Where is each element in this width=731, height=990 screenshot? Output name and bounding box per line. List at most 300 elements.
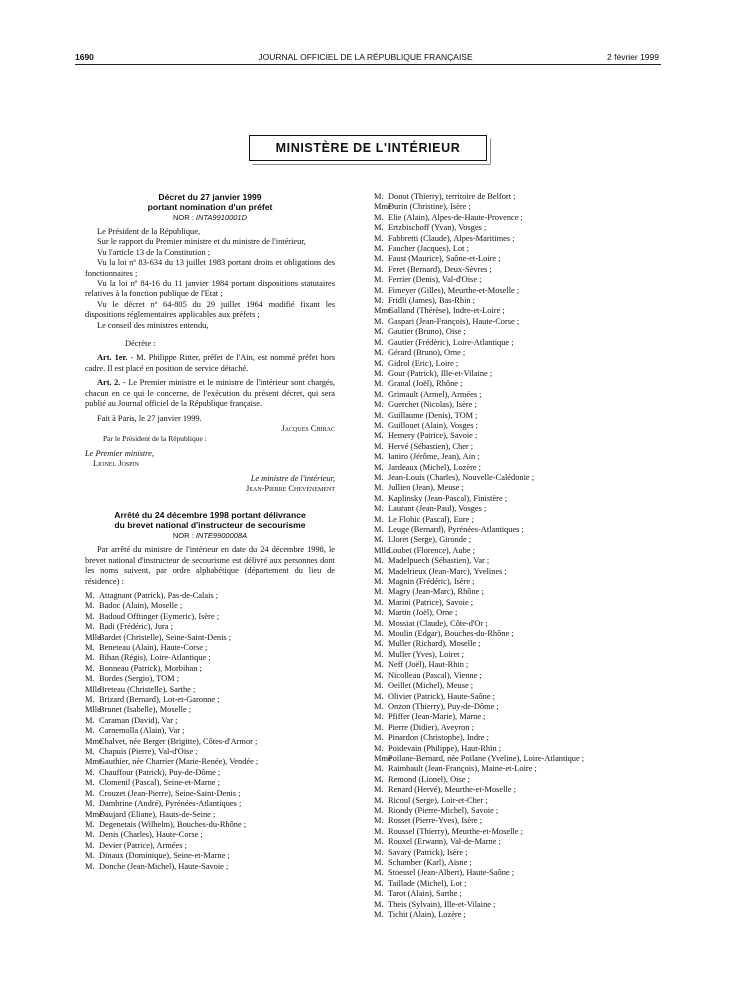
person-entry: Theis (Sylvain), Ille-et-Vilaine ; <box>388 899 496 909</box>
person-entry: Donot (Thierry), territoire de Belfort ; <box>388 192 516 201</box>
civility: M. <box>85 601 95 611</box>
civility: M. <box>374 681 384 691</box>
civility: Mlle <box>85 632 101 642</box>
list-item <box>372 744 664 754</box>
list-item <box>372 900 664 910</box>
list-item <box>85 789 335 799</box>
civility: M. <box>374 525 384 534</box>
par-le-president: Par le Président de la République : <box>103 434 207 444</box>
ministre-name: Jean-Pierre Chevènement <box>245 483 335 493</box>
arrete-intro: Par arrêté du ministre de l'intérieur en date du 24 décembre 1998, le brevet national d'instructeur de secourisme est délivré aux personnes dont les noms suivent, par ordre alphabétique (département du lieu de résidence) : <box>85 545 335 586</box>
list-item <box>372 275 664 285</box>
decret-p2: Sur le rapport du Premier ministre et du ministre de l'intérieur, <box>97 237 306 247</box>
person-entry: Schamber (Karl), Aisne ; <box>388 858 472 867</box>
decret-title-line2: portant nomination d'un préfet <box>147 202 273 212</box>
person-entry: Hervé (Sébastien), Cher ; <box>388 441 474 451</box>
civility: M. <box>374 649 384 659</box>
person-entry: Olivier (Patrick), Haute-Saône ; <box>388 691 495 701</box>
person-entry: Chauffour (Patrick), Puy-de-Dôme ; <box>99 767 221 777</box>
person-entry: Elie (Alain), Alpes-de-Haute-Provence ; <box>388 212 523 222</box>
person-entry: Moulin (Edgar), Bouches-du-Rhône ; <box>388 629 514 639</box>
person-entry: Pierre (Didier), Aveyron ; <box>388 722 474 732</box>
list-item <box>372 192 664 202</box>
civility: M. <box>374 410 384 420</box>
person-entry: Badoc (Alain), Moselle ; <box>99 601 183 611</box>
person-entry: Denis (Charles), Haute-Corse ; <box>99 830 203 840</box>
person-entry: Attagnant (Patrick), Pas-de-Calais ; <box>99 590 219 600</box>
page-number: 1690 <box>75 52 94 62</box>
person-entry: Magry (Jean-Marc), Rhône ; <box>388 587 484 597</box>
list-item <box>85 757 335 767</box>
arrete-title-line2: du brevet national d'instructeur de secourisme <box>114 520 306 531</box>
person-entry: Dambrine (André), Pyrénées-Atlantiques ; <box>99 799 242 809</box>
header-rule <box>75 64 661 65</box>
civility: M. <box>374 597 384 607</box>
civility: Mlle <box>374 545 390 555</box>
arrete-nor <box>85 530 335 541</box>
decret-p7: Le conseil des ministres entendu, <box>97 320 209 330</box>
list-item <box>85 674 335 684</box>
person-entry: Muller (Yves), Loiret ; <box>388 649 464 659</box>
person-entry: Daujard (Eliane), Hauts-de-Seine ; <box>99 809 216 819</box>
list-item <box>372 639 664 649</box>
list-item <box>372 837 664 847</box>
list-item <box>372 244 664 254</box>
arrete-title-line1: Arrêté du 24 décembre 1998 portant délivrance <box>114 510 306 521</box>
list-item <box>372 681 664 691</box>
person-entry: Oeillet (Michel), Meuse ; <box>388 681 474 691</box>
civility: M. <box>85 643 95 652</box>
list-item <box>372 296 664 306</box>
person-entry: Bonneau (Patrick), Morbihan ; <box>99 663 202 673</box>
list-item <box>372 254 664 264</box>
list-item <box>372 567 664 577</box>
person-entry: Chapuis (Pierre), Val-d'Oise ; <box>99 747 198 757</box>
list-item <box>372 868 664 878</box>
civility: M. <box>374 785 384 795</box>
civility: M. <box>374 389 384 399</box>
person-entry: Marini (Patrice), Savoie ; <box>388 597 474 607</box>
list-item <box>372 286 664 296</box>
person-entry: Devier (Patrice), Armées ; <box>99 840 187 850</box>
list-item <box>85 664 335 674</box>
list-item <box>85 643 335 653</box>
list-item <box>85 810 335 820</box>
civility: M. <box>374 587 384 597</box>
civility: M. <box>85 830 95 840</box>
civility: M. <box>85 851 95 861</box>
person-entry: Gautier (Frédéric), Loire-Atlantique ; <box>388 337 514 347</box>
article-1 <box>85 353 335 374</box>
civility: M. <box>374 452 384 462</box>
person-entry: Bordes (Sergio), TOM ; <box>99 674 180 684</box>
nor-code: INTE9900008A <box>195 531 248 541</box>
list-item <box>372 234 664 244</box>
list-item <box>372 733 664 743</box>
list-item <box>372 671 664 681</box>
civility: M. <box>374 712 384 722</box>
person-entry: Gérard (Bruno), Orne ; <box>388 348 466 358</box>
person-entry: Caraman (David), Var ; <box>99 715 178 725</box>
civility: M. <box>374 348 384 358</box>
person-entry: Bihan (Régis), Loire-Atlantique ; <box>99 653 211 663</box>
list-item <box>372 910 664 920</box>
civility: M. <box>374 327 384 337</box>
civility: M. <box>374 441 384 451</box>
list-item <box>372 327 664 337</box>
civility: M. <box>374 233 384 243</box>
list-item <box>85 705 335 715</box>
list-item <box>372 806 664 816</box>
list-item <box>372 306 664 316</box>
person-entry: Riondy (Pierre-Michel), Savoie ; <box>388 805 499 815</box>
person-entry: Grimault (Armel), Armées ; <box>388 389 482 399</box>
civility: M. <box>374 400 384 410</box>
journal-title: JOURNAL OFFICIEL DE LA RÉPUBLIQUE FRANÇAISE <box>258 52 473 62</box>
civility: M. <box>374 462 384 472</box>
list-item <box>372 692 664 702</box>
person-entry: Fridli (James), Bas-Rhin ; <box>388 296 476 306</box>
civility: M. <box>85 695 95 705</box>
civility: M. <box>374 701 384 711</box>
list-item <box>372 463 664 473</box>
list-item <box>372 265 664 275</box>
list-item <box>85 695 335 705</box>
civility: M. <box>374 608 384 618</box>
person-entry: Carnemolla (Alain), Var ; <box>99 726 185 736</box>
civility: M. <box>374 483 384 493</box>
civility: M. <box>374 816 384 826</box>
list-item <box>372 421 664 431</box>
premier-ministre-name: Lionel Jospin <box>93 459 139 469</box>
person-entry: Kaplinsky (Jean-Pascal), Finistère ; <box>388 493 508 503</box>
civility: M. <box>374 275 384 285</box>
person-entry: Renard (Hervé), Meurthe-et-Moselle ; <box>388 785 516 795</box>
person-entry: Magnin (Frédéric), Isère ; <box>388 577 475 587</box>
person-entry: Beneteau (Alain), Haute-Corse ; <box>99 643 208 652</box>
civility: M. <box>374 535 384 545</box>
list-item <box>85 820 335 830</box>
list-item <box>372 483 664 493</box>
person-entry: Jullien (Jean), Meuse ; <box>388 483 464 493</box>
list-item <box>372 223 664 233</box>
civility: M. <box>85 747 95 757</box>
left-column <box>85 192 335 872</box>
list-item <box>372 359 664 369</box>
civility: M. <box>374 660 384 670</box>
ministry-title: MINISTÈRE DE L'INTÉRIEUR <box>275 141 461 155</box>
civility: Mlle <box>85 684 101 694</box>
names-list-left <box>85 591 335 872</box>
person-entry: Raimbault (Jean-François), Maine-et-Loire ; <box>388 764 537 774</box>
person-entry: Poidevain (Philippe), Haut-Rhin ; <box>388 743 502 753</box>
decret-nor <box>85 212 335 223</box>
list-item <box>85 685 335 695</box>
person-entry: Bardet (Christelle), Seine-Saint-Denis ; <box>99 632 232 642</box>
civility: M. <box>85 778 95 788</box>
list-item <box>372 858 664 868</box>
list-item <box>372 848 664 858</box>
list-item <box>372 213 664 223</box>
decrete: Décrète : <box>125 339 156 349</box>
civility: M. <box>374 826 384 836</box>
civility: M. <box>374 514 384 524</box>
civility: M. <box>85 715 95 725</box>
person-entry: Fimeyer (Gilles), Meurthe-et-Moselle ; <box>388 285 520 295</box>
civility: M. <box>85 611 95 621</box>
person-entry: Remond (Lionel), Oise ; <box>388 774 470 784</box>
person-entry: Donche (Jean-Michel), Haute-Savoie ; <box>99 861 229 871</box>
civility: M. <box>374 192 384 201</box>
list-item <box>372 754 664 764</box>
person-entry: Nicolleau (Pascal), Vienne ; <box>388 670 482 680</box>
nor-label: NOR : <box>172 531 196 541</box>
person-entry: Ricoul (Serge), Loir-et-Cher ; <box>388 795 488 805</box>
person-entry: Breteau (Christelle), Sarthe ; <box>99 684 196 694</box>
person-entry: Tarot (Alain), Sarthe ; <box>388 889 462 899</box>
civility: Mme <box>85 809 103 819</box>
list-item <box>372 816 664 826</box>
person-entry: Gauthier, née Charrier (Marie-Renée), Vendée ; <box>99 757 259 767</box>
nor-code: INTA9910001D <box>195 213 248 222</box>
person-entry: Guillaume (Denis), TOM ; <box>388 410 478 420</box>
civility: Mme <box>85 757 103 767</box>
civility: M. <box>374 722 384 732</box>
list-item <box>372 785 664 795</box>
list-item <box>372 494 664 504</box>
person-entry: Pinardon (Christophe), Indre ; <box>388 733 489 743</box>
civility: M. <box>374 743 384 753</box>
person-entry: Taillade (Michel), Lot ; <box>388 878 467 888</box>
person-entry: Madelpuech (Sébastien), Var ; <box>388 556 490 566</box>
list-item <box>372 712 664 722</box>
list-item <box>85 768 335 778</box>
civility: M. <box>374 889 384 899</box>
list-item <box>85 778 335 788</box>
person-entry: Mossiat (Claude), Côte-d'Or ; <box>388 618 488 628</box>
person-entry: Crouzet (Jean-Pierre), Seine-Saint-Denis ; <box>99 788 241 798</box>
list-item <box>372 452 664 462</box>
person-entry: Granal (Joël), Rhône ; <box>388 379 463 389</box>
decret-p4: Vu la loi nº 83-634 du 13 juillet 1983 portant droits et obligations des fonctionnaires ; <box>85 258 335 278</box>
article-2-text: - Le Premier ministre et le ministre de l'intérieur sont chargés, chacun en ce qui le concerne, de l'exécution du présent décret, qui sera publié au Journal officiel de la République française. <box>85 378 335 409</box>
person-entry: Leuge (Bernard), Pyrénées-Atlantiques ; <box>388 525 524 534</box>
ministre-title: Le ministre de l'intérieur, <box>250 473 335 483</box>
list-item <box>372 660 664 670</box>
person-entry: Degenetais (Wilhelm), Bouches-du-Rhône ; <box>99 819 247 829</box>
civility: M. <box>374 379 384 389</box>
person-entry: Loubet (Florence), Aube ; <box>388 545 475 555</box>
list-item <box>85 716 335 726</box>
person-entry: Stoessel (Jean-Albert), Haute-Saône ; <box>388 868 515 878</box>
civility: M. <box>374 618 384 628</box>
article-1-text: - M. Philippe Ritter, préfet de l'Ain, est nommé préfet hors cadre. Il est placé en position de service détaché. <box>85 353 335 373</box>
person-entry: Guillouet (Alain), Vosges ; <box>388 420 478 430</box>
decret-p5: Vu la loi nº 84-16 du 11 janvier 1984 portant dispositions statutaires relatives à la fonction publique de l'Etat ; <box>85 279 335 299</box>
civility: M. <box>85 726 95 736</box>
list-item <box>85 612 335 622</box>
civility: M. <box>374 556 384 566</box>
list-item <box>372 369 664 379</box>
list-item <box>372 473 664 483</box>
list-item <box>372 775 664 785</box>
person-entry: Gautier (Bruno), Oise ; <box>388 327 466 337</box>
list-item <box>372 723 664 733</box>
list-item <box>372 587 664 597</box>
person-entry: Gour (Patrick), Ille-et-Vilaine ; <box>388 368 493 378</box>
list-item <box>372 619 664 629</box>
civility: M. <box>85 663 95 673</box>
list-item <box>85 830 335 840</box>
list-item <box>372 702 664 712</box>
person-entry: Brizard (Bernard), Lot-et-Garonne ; <box>99 695 220 705</box>
civility: M. <box>374 868 384 878</box>
civility: M. <box>374 296 384 306</box>
list-item <box>85 633 335 643</box>
civility: M. <box>374 212 384 222</box>
list-item <box>85 726 335 736</box>
list-item <box>372 598 664 608</box>
person-entry: Jardeaux (Michel), Lozère ; <box>388 462 482 472</box>
civility: M. <box>374 837 384 847</box>
civility: M. <box>374 577 384 587</box>
person-entry: Feret (Bernard), Deux-Sèvres ; <box>388 264 492 274</box>
list-item <box>372 411 664 421</box>
list-item <box>372 556 664 566</box>
person-entry: Ertzbischoff (Yvan), Vosges ; <box>388 223 487 233</box>
civility: M. <box>374 847 384 857</box>
person-entry: Roussel (Thierry), Meurthe-et-Moselle ; <box>388 826 523 836</box>
person-entry: Gidrol (Eric), Loire ; <box>388 358 459 368</box>
decret-p6: Vu le décret nº 64-805 du 29 juillet 1964 modifié fixant les dispositions réglementaires applicables aux préfets ; <box>85 299 335 320</box>
ministry-banner <box>249 135 487 161</box>
civility: M. <box>374 493 384 503</box>
decret-p3: Vu l'article 13 de la Constitution ; <box>97 247 211 257</box>
person-entry: Poilane-Bernard, née Poilane (Yveline), Loire-Atlantique ; <box>388 753 585 763</box>
civility: M. <box>374 733 384 743</box>
fait-a-paris: Fait à Paris, le 27 janvier 1999. <box>97 413 202 423</box>
civility: M. <box>374 805 384 815</box>
civility: M. <box>85 840 95 850</box>
list-item <box>85 799 335 809</box>
person-entry: Onzon (Thierry), Puy-de-Dôme ; <box>388 701 499 711</box>
civility: M. <box>85 653 95 663</box>
person-entry: Savary (Patrick), Isère ; <box>388 847 468 857</box>
person-entry: Chalvet, née Berger (Brigitte), Côtes-d'Armor ; <box>99 736 258 746</box>
civility: M. <box>374 858 384 867</box>
list-item <box>372 535 664 545</box>
person-entry: Rouxel (Erwann), Val-de-Marne ; <box>388 837 501 847</box>
person-entry: Gaspari (Jean-François), Haute-Corse ; <box>388 316 520 326</box>
person-entry: Rosset (Pierre-Yves), Isère ; <box>388 816 483 826</box>
civility: M. <box>374 368 384 378</box>
person-entry: Hemery (Patrice), Savoie ; <box>388 431 478 441</box>
list-item <box>372 442 664 452</box>
list-item <box>372 338 664 348</box>
list-item <box>372 796 664 806</box>
civility: M. <box>85 590 95 600</box>
list-item <box>372 379 664 389</box>
civility: M. <box>85 788 95 798</box>
civility: M. <box>374 472 384 482</box>
list-item <box>372 889 664 899</box>
list-item <box>85 601 335 611</box>
list-item <box>372 764 664 774</box>
person-entry: Galland (Thérèse), Indre-et-Loire ; <box>388 306 505 316</box>
civility: Mme <box>374 306 392 316</box>
list-item <box>85 747 335 757</box>
list-item <box>85 841 335 851</box>
person-entry: Badi (Frédéric), Jura ; <box>99 622 173 632</box>
list-item <box>372 546 664 556</box>
civility: M. <box>374 420 384 430</box>
article-2-label: Art. 2. <box>97 378 121 388</box>
list-item <box>85 591 335 601</box>
civility: M. <box>374 264 384 274</box>
civility: M. <box>374 764 384 774</box>
civility: M. <box>374 774 384 784</box>
list-item <box>372 515 664 525</box>
list-item <box>372 504 664 514</box>
civility: M. <box>374 223 384 233</box>
person-entry: Le Flohic (Pascal), Eure ; <box>388 514 474 524</box>
civility: M. <box>374 358 384 368</box>
person-entry: Muller (Richard), Moselle ; <box>388 639 481 649</box>
decret-p1: Le Président de la République, <box>97 227 201 236</box>
person-entry: Tichit (Alain), Lozère ; <box>388 910 466 920</box>
list-item <box>372 608 664 618</box>
person-entry: Brunet (Isabelle), Moselle ; <box>99 705 192 715</box>
article-2 <box>85 378 335 409</box>
civility: M. <box>374 566 384 576</box>
person-entry: Pfiffer (Jean-Marie), Marne ; <box>388 712 486 722</box>
civility: M. <box>374 431 384 441</box>
list-item <box>372 879 664 889</box>
civility: M. <box>374 337 384 347</box>
list-item <box>372 202 664 212</box>
civility: M. <box>374 244 384 254</box>
civility: M. <box>85 767 95 777</box>
civility: M. <box>374 504 384 514</box>
civility: Mme <box>85 736 103 746</box>
names-list-right <box>372 192 664 920</box>
person-entry: Guerchet (Nicolas), Isère ; <box>388 400 477 410</box>
civility: M. <box>85 799 95 809</box>
president-signature: Jacques Chirac <box>281 423 335 433</box>
person-entry: Ianiro (Jérôme, Jean), Ain ; <box>388 452 480 462</box>
person-entry: Faucher (Jacques), Lot ; <box>388 244 469 254</box>
person-entry: Faust (Maurice), Saône-et-Loire ; <box>388 254 501 264</box>
list-item <box>85 622 335 632</box>
person-entry: Durin (Christine), Isère ; <box>388 202 471 212</box>
list-item <box>372 577 664 587</box>
person-entry: Fabbretti (Claude), Alpes-Maritimes ; <box>388 233 515 243</box>
civility: M. <box>374 254 384 264</box>
person-entry: Ferrier (Denis), Val-d'Oise ; <box>388 275 482 285</box>
civility: M. <box>374 910 384 920</box>
list-item <box>85 737 335 747</box>
list-item <box>372 827 664 837</box>
civility: M. <box>374 899 384 909</box>
list-item <box>372 650 664 660</box>
right-column <box>372 192 664 920</box>
civility: M. <box>374 285 384 295</box>
list-item <box>85 851 335 861</box>
person-entry: Clomenil (Pascal), Seine-et-Marne ; <box>99 778 220 788</box>
civility: Mme <box>374 202 392 212</box>
list-item <box>372 390 664 400</box>
person-entry: Dinaux (Dominique), Seine-et-Marne ; <box>99 851 230 861</box>
